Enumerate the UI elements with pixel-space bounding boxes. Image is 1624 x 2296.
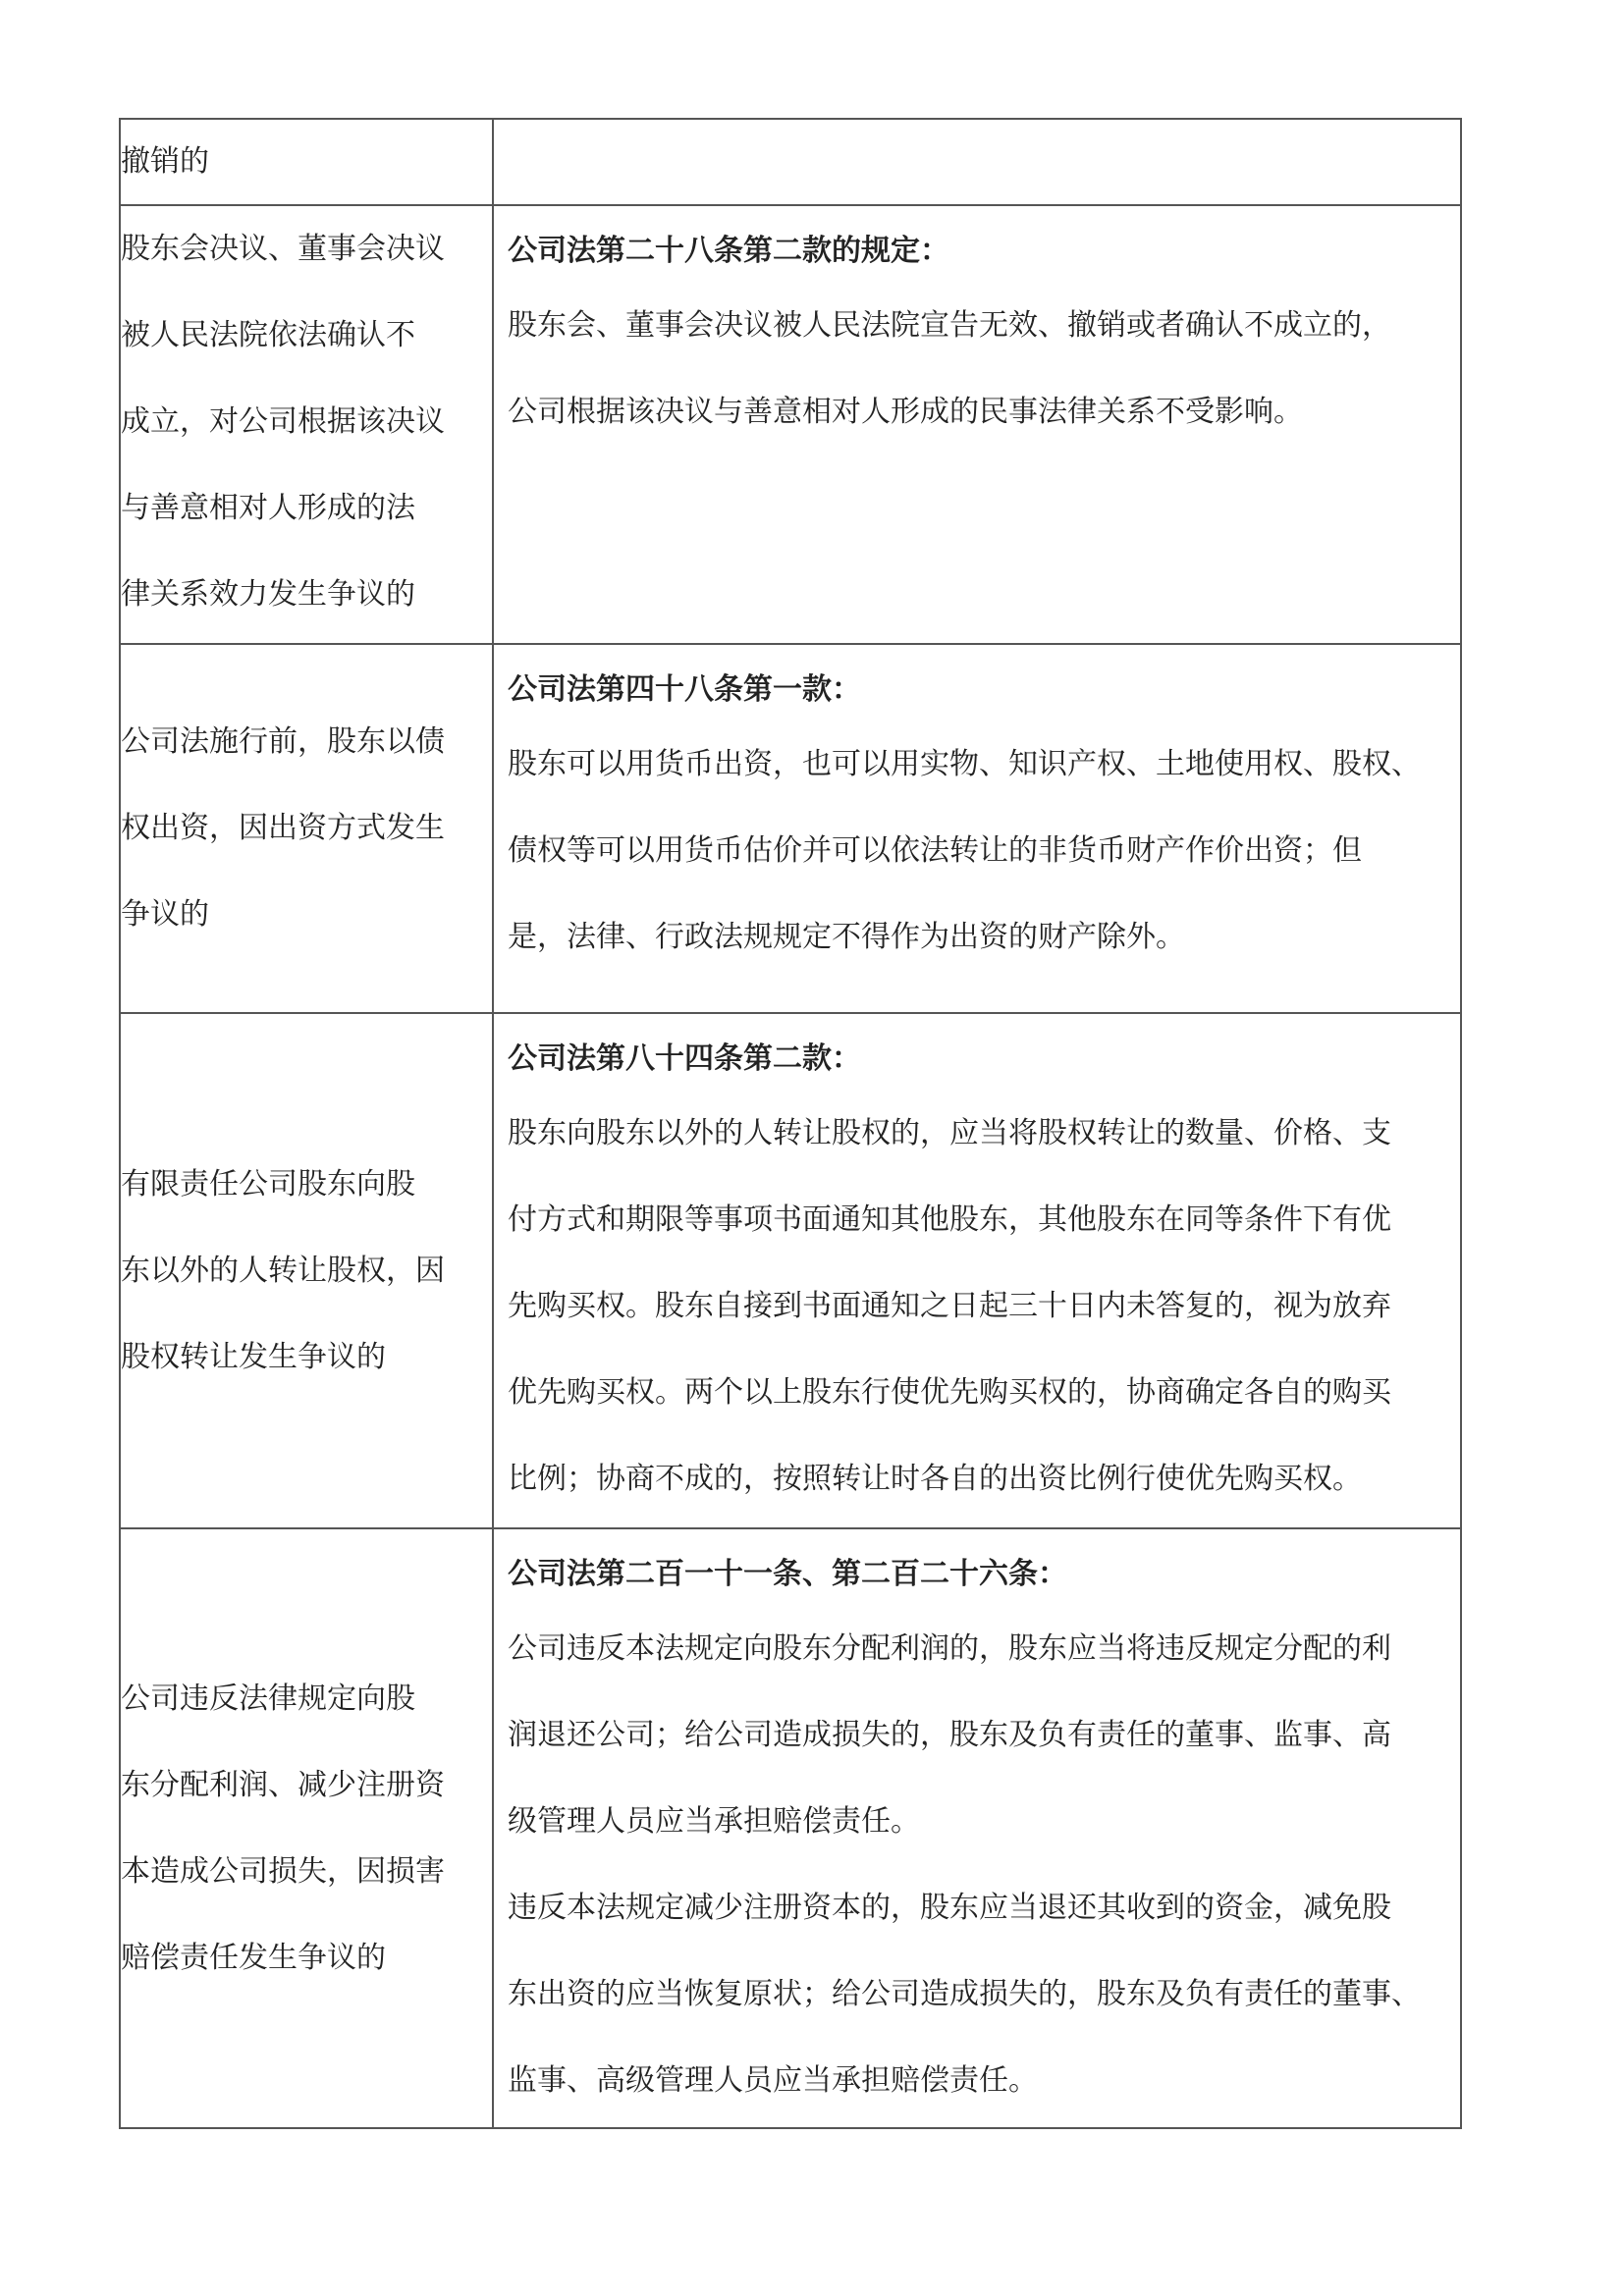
table-row [120, 1528, 1461, 2128]
dispute-type-line: 赔偿责任发生争议的 [121, 1940, 386, 1975]
law-text-line: 债权等可以用货币估价并可以依法转让的非货币财产作价出资；但 [508, 833, 1362, 868]
dispute-type-line: 东以外的人转让股权，因 [121, 1253, 445, 1288]
law-text-line: 是，法律、行政法规规定不得作为出资的财产除外。 [508, 920, 1185, 954]
dispute-type-line: 撤销的 [121, 144, 209, 179]
law-text-line: 监事、高级管理人员应当承担赔偿责任。 [508, 2063, 1038, 2098]
law-reference-table [119, 118, 1462, 2129]
law-text-line: 股东向股东以外的人转让股权的，应当将股权转让的数量、价格、支 [508, 1116, 1391, 1150]
law-text-line: 公司根据该决议与善意相对人形成的民事法律关系不受影响。 [508, 395, 1303, 429]
law-text-line: 东出资的应当恢复原状；给公司造成损失的，股东及负有责任的董事、 [508, 1977, 1421, 2011]
law-text-line: 先购买权。股东自接到书面通知之日起三十日内未答复的，视为放弃 [508, 1289, 1391, 1323]
law-provision-cell [493, 119, 1461, 205]
law-text-line: 付方式和期限等事项书面通知其他股东，其他股东在同等条件下有优 [508, 1202, 1391, 1237]
law-provision-cell [493, 644, 1461, 1013]
dispute-type-cell [120, 1528, 493, 2128]
dispute-type-line: 成立，对公司根据该决议 [121, 404, 445, 439]
dispute-type-line: 公司违反法律规定向股 [121, 1681, 415, 1716]
law-provision-cell [493, 205, 1461, 644]
dispute-type-cell [120, 119, 493, 205]
dispute-type-cell [120, 1013, 493, 1528]
table-row [120, 1013, 1461, 1528]
dispute-type-line: 股权转让发生争议的 [121, 1339, 386, 1374]
law-text-line: 股东会、董事会决议被人民法院宣告无效、撤销或者确认不成立的， [508, 308, 1391, 343]
law-article-heading: 公司法第四十八条第一款： [508, 672, 861, 707]
dispute-type-line: 东分配利润、减少注册资 [121, 1767, 445, 1802]
law-article-heading: 公司法第二十八条第二款的规定： [508, 234, 949, 268]
law-text-line: 公司违反本法规定向股东分配利润的，股东应当将违反规定分配的利 [508, 1631, 1391, 1666]
law-text-line: 润退还公司；给公司造成损失的，股东及负有责任的董事、监事、高 [508, 1718, 1391, 1752]
table-row [120, 119, 1461, 205]
dispute-type-line: 权出资，因出资方式发生 [121, 811, 445, 845]
dispute-type-line: 争议的 [121, 897, 209, 932]
dispute-type-line: 与善意相对人形成的法 [121, 491, 415, 525]
dispute-type-line: 被人民法院依法确认不 [121, 318, 415, 352]
law-text-line: 股东可以用货币出资，也可以用实物、知识产权、土地使用权、股权、 [508, 747, 1421, 781]
law-text-line: 违反本法规定减少注册资本的，股东应当退还其收到的资金，减免股 [508, 1891, 1391, 1925]
law-text-line: 比例；协商不成的，按照转让时各自的出资比例行使优先购买权。 [508, 1462, 1362, 1496]
table-row [120, 205, 1461, 644]
table-row [120, 644, 1461, 1013]
dispute-type-line: 有限责任公司股东向股 [121, 1166, 415, 1201]
law-article-heading: 公司法第二百一十一条、第二百二十六条： [508, 1557, 1067, 1591]
dispute-type-cell [120, 205, 493, 644]
law-provision-cell [493, 1528, 1461, 2128]
dispute-type-line: 公司法施行前，股东以债 [121, 724, 445, 759]
law-provision-cell [493, 1013, 1461, 1528]
dispute-type-line: 律关系效力发生争议的 [121, 577, 415, 612]
law-article-heading: 公司法第八十四条第二款： [508, 1041, 861, 1076]
law-text-line: 优先购买权。两个以上股东行使优先购买权的，协商确定各自的购买 [508, 1375, 1391, 1410]
dispute-type-cell [120, 644, 493, 1013]
law-text-line: 级管理人员应当承担赔偿责任。 [508, 1804, 920, 1839]
dispute-type-line: 股东会决议、董事会决议 [121, 232, 445, 266]
dispute-type-line: 本造成公司损失，因损害 [121, 1853, 445, 1889]
